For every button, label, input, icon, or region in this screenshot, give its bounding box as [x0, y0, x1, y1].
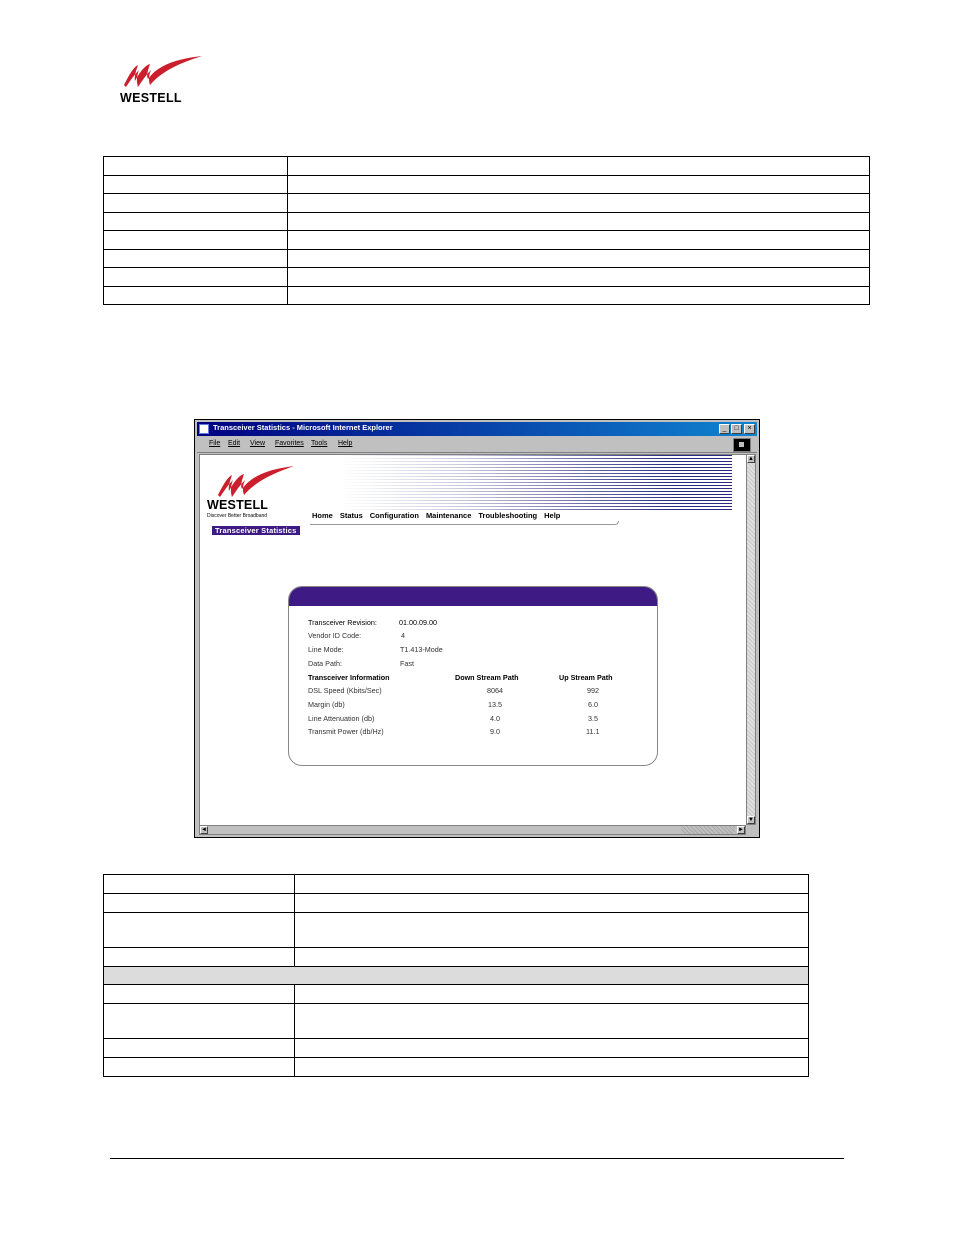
minimize-icon[interactable]: _: [719, 424, 730, 434]
table-row: [104, 268, 870, 287]
scrollbar-corner: [746, 825, 756, 835]
maximize-icon[interactable]: □: [731, 424, 742, 434]
row-down-value: 13.5: [488, 700, 502, 709]
table-row: [104, 1058, 809, 1077]
scroll-track: [681, 826, 735, 834]
westell-swoosh-icon: [206, 465, 298, 499]
table-row: [104, 875, 809, 894]
scroll-up-icon[interactable]: ▲: [748, 456, 754, 462]
footer-rule: [110, 1158, 844, 1159]
table-row: [104, 985, 809, 1004]
menu-view[interactable]: View: [250, 440, 266, 447]
table-row: [104, 212, 870, 231]
table-row: [104, 286, 870, 305]
scroll-right-icon[interactable]: ►: [738, 827, 744, 833]
vendor-label: Vendor ID Code:: [308, 631, 362, 640]
menu-help[interactable]: Help: [338, 440, 353, 447]
info-header: Transceiver Information: [308, 673, 390, 682]
vertical-scrollbar[interactable]: [746, 454, 756, 825]
row-label: DSL Speed (Kbits/Sec): [308, 686, 382, 695]
menu-edit[interactable]: Edit: [228, 440, 241, 447]
table-row: [104, 1004, 809, 1039]
upstream-header: Up Stream Path: [559, 673, 613, 682]
row-up-value: 6.0: [588, 700, 598, 709]
row-label: Line Attenuation (db): [308, 714, 375, 723]
window-title: Transceiver Statistics - Microsoft Internet Explorer: [213, 423, 393, 432]
data-path-value: Fast: [400, 659, 414, 668]
horizontal-scrollbar[interactable]: [199, 825, 746, 835]
westell-logo: [118, 55, 202, 107]
data-path-label: Data Path:: [308, 659, 342, 668]
table-row: [104, 194, 870, 213]
table-row: [104, 175, 870, 194]
nav-troubleshooting[interactable]: Troubleshooting: [478, 511, 538, 520]
row-down-value: 4.0: [490, 714, 500, 723]
vendor-value: 4: [401, 631, 405, 640]
nav-home[interactable]: Home: [312, 511, 333, 520]
table-row: [104, 231, 870, 250]
table-row: [104, 913, 809, 948]
web-page-viewport: [199, 454, 748, 827]
parameters-table-2: [103, 874, 809, 1077]
row-label: Margin (db): [308, 700, 345, 709]
row-up-value: 11.1: [586, 727, 600, 736]
westell-swoosh-icon: [118, 55, 202, 95]
panel-header-band: [289, 587, 657, 606]
menu-file[interactable]: File: [209, 440, 221, 447]
table-row: [104, 948, 809, 967]
row-up-value: 3.5: [588, 714, 598, 723]
row-up-value: 992: [587, 686, 599, 695]
browser-window: [194, 419, 760, 838]
tagline: Discover Better Broadband: [207, 513, 268, 519]
ie-icon: [199, 424, 209, 434]
revision-label: Transceiver Revision:: [308, 618, 377, 627]
section-header-row: [104, 967, 809, 985]
close-icon[interactable]: ×: [744, 424, 755, 434]
header-stripes: [340, 455, 732, 511]
nav-help[interactable]: Help: [544, 511, 561, 520]
revision-value: 01.00.09.00: [399, 618, 437, 627]
parameters-table-1: [103, 156, 870, 305]
menu-tools[interactable]: Tools: [311, 440, 328, 447]
table-row: [104, 1039, 809, 1058]
westell-wordmark: WESTELL: [120, 91, 182, 105]
table-row: [104, 157, 870, 176]
nav-maintenance[interactable]: Maintenance: [425, 511, 472, 520]
westell-wordmark: WESTELL: [207, 498, 269, 512]
downstream-header: Down Stream Path: [455, 673, 519, 682]
row-label: Transmit Power (db/Hz): [308, 727, 384, 736]
line-mode-value: T1.413-Mode: [400, 645, 443, 654]
nav-underline: [310, 521, 619, 525]
westell-logo: [206, 465, 306, 520]
page-title: Transceiver Statistics: [212, 526, 300, 535]
transceiver-stats-panel: [288, 586, 658, 766]
line-mode-label: Line Mode:: [308, 645, 344, 654]
main-nav: [312, 511, 567, 520]
windows-logo-icon: [733, 438, 751, 452]
menu-favorites[interactable]: Favorites: [275, 440, 304, 447]
table-row: [104, 249, 870, 268]
table-row: [104, 894, 809, 913]
nav-status[interactable]: Status: [339, 511, 363, 520]
scroll-down-icon[interactable]: ▼: [748, 817, 754, 823]
nav-configuration[interactable]: Configuration: [369, 511, 419, 520]
menu-bar: [197, 437, 757, 453]
row-down-value: 9.0: [490, 727, 500, 736]
row-down-value: 8064: [487, 686, 503, 695]
scroll-left-icon[interactable]: ◄: [201, 827, 207, 833]
title-bar: [197, 422, 757, 436]
